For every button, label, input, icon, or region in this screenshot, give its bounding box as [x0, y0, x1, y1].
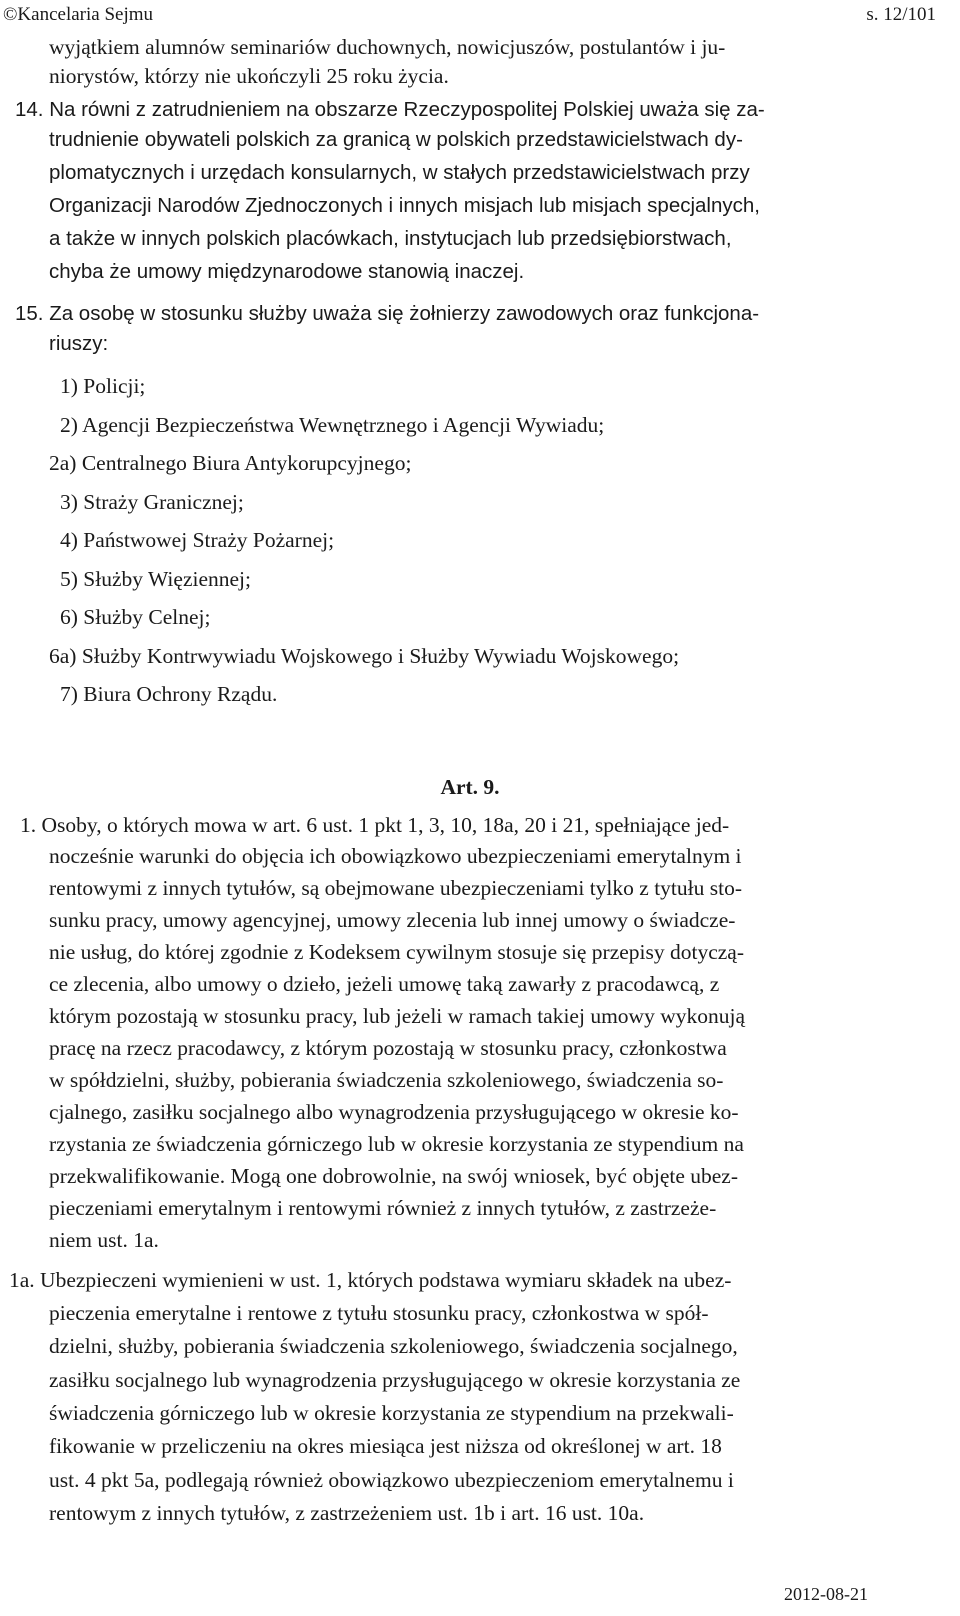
list-item: 3) Straży Granicznej;	[60, 490, 244, 514]
text-line: 1a. Ubezpieczeni wymienieni w ust. 1, których podstawa wymiaru składek na ubez-	[9, 1268, 732, 1292]
list-item: 4) Państwowej Straży Pożarnej;	[60, 528, 335, 552]
list-item: 2a) Centralnego Biura Antykorupcyjnego;	[49, 451, 412, 475]
list-item: 7) Biura Ochrony Rządu.	[60, 682, 278, 706]
footer-date: 2012-08-21	[784, 1584, 868, 1604]
text-line: pieczeniami emerytalnym i rentowymi również z innych tytułów, z zastrzeże-	[49, 1196, 717, 1220]
text-line: fikowanie w przeliczeniu na okres miesiąca jest niższa od określonej w art. 18	[49, 1434, 722, 1458]
text-line: w spółdzielni, służby, pobierania świadczenia szkoleniowego, świadczenia so-	[49, 1068, 724, 1092]
text-line: świadczenia górniczego lub w okresie korzystania ze stypendium na przekwali-	[49, 1401, 734, 1425]
text-line: niorystów, którzy nie ukończyli 25 roku życia.	[49, 64, 449, 88]
text-line: którym pozostają w stosunku pracy, lub jeżeli w ramach takiej umowy wykonują	[49, 1004, 745, 1028]
text-line: ust. 4 pkt 5a, podlegają również obowiązkowo ubezpieczeniom emerytalnemu i	[49, 1468, 734, 1492]
article-title: Art. 9.	[440, 775, 500, 799]
text-line: cjalnego, zasiłku socjalnego albo wynagrodzenia przysługującego w okresie ko-	[49, 1100, 739, 1124]
text-line: 15. Za osobę w stosunku służby uważa się żołnierzy zawodowych oraz funkcjona-	[15, 302, 760, 325]
text-line: plomatycznych i urzędach konsularnych, w stałych przedstawicielstwach przy	[49, 161, 750, 184]
text-line: trudnienie obywateli polskich za granicą w polskich przedstawicielstwach dy-	[49, 128, 743, 151]
text-line: przekwalifikowanie. Mogą one dobrowolnie, na swój wniosek, być objęte ubez-	[49, 1164, 738, 1188]
text-line: chyba że umowy międzynarodowe stanowią inaczej.	[49, 260, 525, 283]
text-line: pracę na rzecz pracodawcy, z którym pozostają w stosunku pracy, członkostwa	[49, 1036, 727, 1060]
list-item: 2) Agencji Bezpieczeństwa Wewnętrznego i Agencji Wywiadu;	[60, 413, 605, 437]
header-copyright: ©Kancelaria Sejmu	[3, 4, 154, 25]
list-item: 5) Służby Więziennej;	[60, 567, 251, 591]
text-line: a także w innych polskich placówkach, instytucjach lub przedsiębiorstwach,	[49, 227, 732, 250]
text-line: rentowymi z innych tytułów, są obejmowane ubezpieczeniami tylko z tytułu sto-	[49, 876, 742, 900]
text-line: niem ust. 1a.	[49, 1228, 159, 1252]
text-line: rentowym z innych tytułów, z zastrzeżeniem ust. 1b i art. 16 ust. 10a.	[49, 1501, 645, 1525]
list-item: 1) Policji;	[60, 374, 146, 398]
text-line: ce zlecenia, albo umowy o dzieło, jeżeli umowę taką zawarły z pracodawcą, z	[49, 972, 720, 996]
text-line: nocześnie warunki do objęcia ich obowiązkowo ubezpieczeniami emerytalnym i	[49, 844, 742, 868]
text-line: dzielni, służby, pobierania świadczenia szkoleniowego, świadczenia socjalnego,	[49, 1334, 738, 1358]
list-item: 6) Służby Celnej;	[60, 605, 211, 629]
text-line: Organizacji Narodów Zjednoczonych i innych misjach lub misjach specjalnych,	[49, 194, 760, 217]
text-line: riuszy:	[49, 332, 109, 355]
text-line: 1. Osoby, o których mowa w art. 6 ust. 1 pkt 1, 3, 10, 18a, 20 i 21, spełniające jed-	[20, 813, 730, 837]
text-line: sunku pracy, umowy agencyjnej, umowy zlecenia lub innej umowy o świadcze-	[49, 908, 736, 932]
text-line: 14. Na równi z zatrudnieniem na obszarze Rzeczypospolitej Polskiej uważa się za-	[15, 98, 765, 121]
list-item: 6a) Służby Kontrwywiadu Wojskowego i Służby Wywiadu Wojskowego;	[49, 644, 680, 668]
text-line: wyjątkiem alumnów seminariów duchownych, nowicjuszów, postulantów i ju-	[49, 35, 726, 59]
text-line: pieczenia emerytalne i rentowe z tytułu stosunku pracy, członkostwa w spół-	[49, 1301, 709, 1325]
text-line: rzystania ze świadczenia górniczego lub w okresie korzystania ze stypendium na	[49, 1132, 744, 1156]
text-line: nie usług, do której zgodnie z Kodeksem cywilnym stosuje się przepisy dotyczą-	[49, 940, 745, 964]
header-page-number: s. 12/101	[866, 4, 936, 25]
text-line: zasiłku socjalnego lub wynagrodzenia przysługującego w okresie korzystania ze	[49, 1368, 741, 1392]
